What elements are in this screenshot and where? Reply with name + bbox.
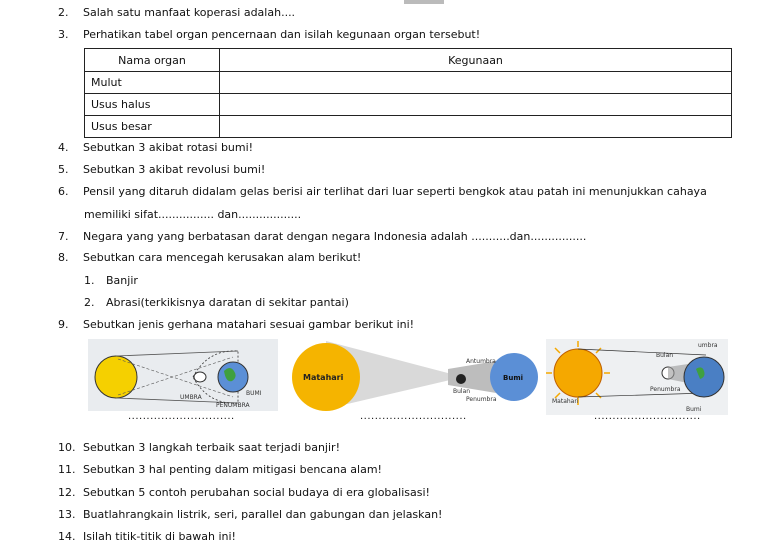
label-umbra: UMBRA [180, 394, 202, 401]
label-bulan: Bulan [656, 352, 674, 359]
question-7: 7. Negara yang yang berbatasan darat dengan negara Indonesia adalah ...........dan................ [58, 230, 587, 243]
table-cell-answer[interactable] [220, 72, 732, 94]
eclipse-image-3 [546, 339, 728, 415]
question-8-item: 1. Banjir [84, 274, 138, 287]
label-matahari: Matahari [303, 373, 344, 382]
label-bumi: Bumi [503, 374, 524, 382]
answer-blank-3[interactable]: ............................. [594, 411, 701, 422]
question-11: 11. Sebutkan 3 hal penting dalam mitigasi bencana alam! [58, 463, 382, 476]
label-umbra: umbra [698, 342, 718, 349]
table-cell: Usus besar [85, 116, 220, 138]
question-5: 5. Sebutkan 3 akibat revolusi bumi! [58, 163, 266, 176]
question-12: 12. Sebutkan 5 contoh perubahan social budaya di era globalisasi! [58, 486, 430, 499]
question-10: 10. Sebutkan 3 langkah terbaik saat terjadi banjir! [58, 441, 340, 454]
question-3: 3. Perhatikan tabel organ pencernaan dan isilah kegunaan organ tersebut! [58, 28, 481, 41]
table-cell-answer[interactable] [220, 116, 732, 138]
question-2: 2. Salah satu manfaat koperasi adalah.... [58, 6, 296, 19]
question-13: 13. Buatlahrangkain listrik, seri, parallel dan gabungan dan jelaskan! [58, 508, 443, 521]
label-bulan: Bulan [453, 388, 471, 395]
label-bumi: Bumi [686, 406, 702, 413]
eclipse-image-2 [288, 339, 542, 411]
answer-blank-2[interactable]: ............................. [360, 411, 467, 422]
table-cell: Mulut [85, 72, 220, 94]
question-8: 8. Sebutkan cara mencegah kerusakan alam berikut! [58, 251, 362, 264]
label-penumbra: Penumbra [466, 396, 497, 403]
label-antumbra: Antumbra [466, 358, 496, 365]
question-6: 6. Pensil yang ditaruh didalam gelas berisi air terlihat dari luar seperti bengkok atau patah ini menunjukkan cahaya [58, 185, 707, 198]
table-row [85, 116, 732, 138]
label-bumi: BUMI [246, 390, 262, 397]
table-row [85, 72, 732, 94]
label-penumbra: Penumbra [650, 386, 681, 393]
eclipse-image-1 [88, 339, 278, 411]
table-header-function: Kegunaan [220, 49, 732, 72]
question-14: 14. Isilah titik-titik di bawah ini! [58, 530, 236, 543]
table-row [85, 94, 732, 116]
question-4: 4. Sebutkan 3 akibat rotasi bumi! [58, 141, 254, 154]
table-header-row [85, 49, 732, 72]
answer-blank-1[interactable]: ............................. [128, 411, 235, 422]
question-8-item: 2. Abrasi(terkikisnya daratan di sekitar pantai) [84, 296, 349, 309]
table-cell: Usus halus [85, 94, 220, 116]
label-penumbra: PENUMBRA [216, 402, 250, 409]
table-cell-answer[interactable] [220, 94, 732, 116]
question-6-continuation: memiliki sifat................ dan.................. [84, 208, 302, 221]
organ-table [84, 48, 732, 138]
label-matahari: Matahari [552, 398, 579, 405]
question-9: 9. Sebutkan jenis gerhana matahari sesuai gambar berikut ini! [58, 318, 415, 331]
table-header-organ: Nama organ [85, 49, 220, 72]
top-image-fragment [404, 0, 444, 6]
